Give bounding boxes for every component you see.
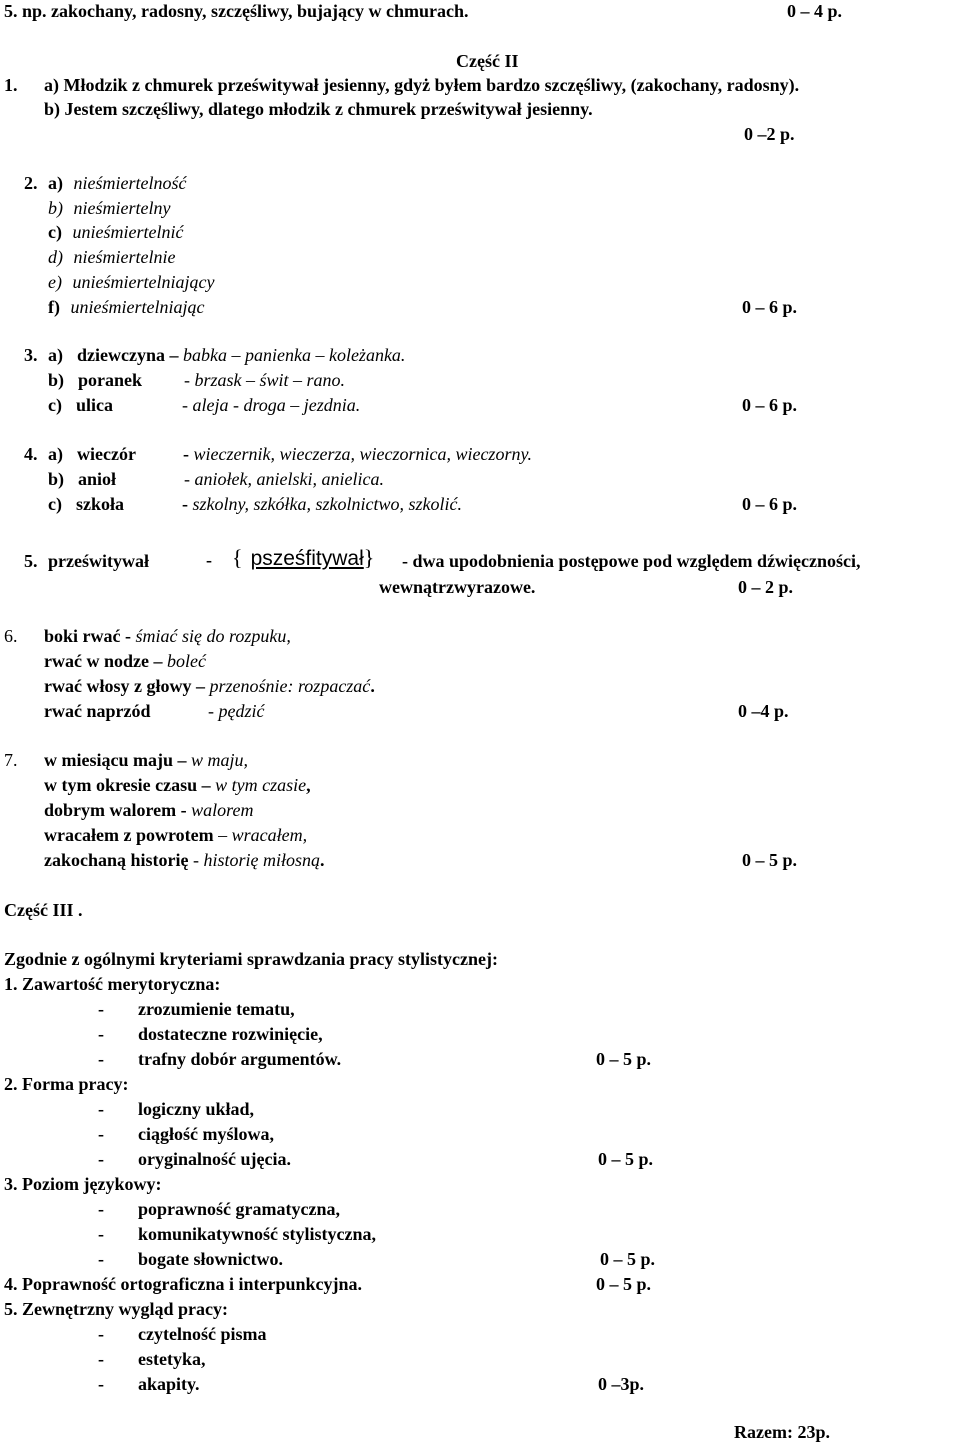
q2-item-label: f) [48,297,60,317]
criterion-item [98,998,295,1020]
q2-item-b [48,197,170,219]
q3-item-synonyms: aleja - droga – jezdnia. [192,395,361,415]
q4-item-sep: - [184,469,191,489]
bullet-dash: - [98,1249,104,1269]
bullet-dash: - [98,1024,104,1044]
q7-phrase: wracałem z powrotem [44,825,214,845]
criterion-3-title: 3. Poziom językowy: [4,1174,162,1194]
q2-item-label: b) [48,198,63,218]
q2-item-d [48,246,175,268]
criterion-item [98,1023,323,1045]
item-5-text: 5. np. zakochany, radosny, szczęśliwy, bujający w chmurach. [4,1,469,21]
q2-item-label: d) [48,247,63,267]
bullet-dash: - [98,1224,104,1244]
q3-item-label: a) [48,345,63,365]
criterion-5-points: 0 –3p. [598,1374,645,1394]
q3-item-c [48,394,360,416]
criterion-item [98,1248,283,1270]
q7-correction: walorem [191,800,254,820]
criterion-item [98,1323,266,1345]
q2-item-word: unieśmiertelniający [72,272,215,292]
q6-phrase: rwać w nodze – [44,651,163,671]
bullet-dash: - [98,999,104,1019]
q4-item-sep: - [181,494,188,514]
criterion-item [98,1223,376,1245]
q7-correction: - historię miłosną [193,850,321,870]
bullet-dash: - [98,1349,104,1369]
q3-item-word: dziewczyna [77,345,165,365]
q3-item-sep: - [184,370,191,390]
q4-item-derivatives: szkolny, szkółka, szkolnictwo, szkolić. [192,494,462,514]
bullet-dash: - [98,1099,104,1119]
q7-phrase: zakochaną historię [44,850,189,870]
criterion-item-text: logiczny układ, [138,1099,255,1119]
q6-line-4 [44,700,264,722]
q4-item-a [48,443,532,465]
q3-points: 0 – 6 p. [742,395,798,415]
bullet-dash: - [98,1124,104,1144]
q4-item-c [48,493,462,515]
q7-correction: w tym czasie [215,775,307,795]
q2-item-word: unieśmiertelnić [72,222,184,242]
q4-item-label: a) [48,444,63,464]
q6-points: 0 –4 p. [738,701,789,721]
q4-item-sep: - [183,444,189,464]
q3-item-sep: – [169,345,179,365]
q3-item-synonyms: brzask – świt – rano. [194,370,346,390]
bullet-dash: - [98,1374,104,1394]
q6-line-3 [44,675,375,697]
q6-phrase: rwać naprzód [44,701,151,721]
criterion-item-text: estetyka, [138,1349,206,1369]
criterion-item-text: komunikatywność stylistyczna, [138,1224,377,1244]
bullet-dash: - [98,1199,104,1219]
q4-item-word: wieczór [77,444,136,464]
criterion-5-title: 5. Zewnętrzny wygląd pracy: [4,1299,228,1319]
q2-item-c [48,221,183,243]
criterion-item [98,1098,254,1120]
q2-num: 2. [24,173,38,193]
q7-punct: , [306,775,311,795]
criterion-item [98,1348,205,1370]
q6-meaning: przenośnie: rozpaczać [209,676,371,696]
criterion-4-points: 0 – 5 p. [596,1274,652,1294]
criterion-item [98,1048,341,1070]
bullet-dash: - [98,1049,104,1069]
item-5-points: 0 – 4 p. [787,1,843,21]
criterion-item [98,1123,274,1145]
q6-line-2 [44,650,206,672]
q1-answer-b: b) Jestem szczęśliwy, dlatego młodzik z chmurek prześwitywał jesienny. [44,99,593,119]
q4-item-derivatives: wieczernik, wieczerza, wieczornica, wieczorny. [193,444,532,464]
q7-line-3 [44,799,254,821]
q4-item-word: szkoła [75,494,124,514]
q1-points: 0 –2 p. [744,124,795,144]
criterion-1-points: 0 – 5 p. [596,1049,652,1069]
q5-dash: - [206,550,212,570]
criterion-4-title: 4. Poprawność ortograficzna i interpunkcyjna. [4,1274,362,1294]
q4-num: 4. [24,444,38,464]
q3-item-synonyms: babka – panienka – koleżanka. [182,345,406,365]
criterion-item-text: akapity. [138,1374,200,1394]
q6-phrase: boki rwać - [44,626,131,646]
criterion-item [98,1148,291,1170]
q7-points: 0 – 5 p. [742,850,798,870]
bullet-dash: - [98,1324,104,1344]
q7-phrase: dobrym walorem - [44,800,187,820]
q3-item-word: poranek [78,370,143,390]
q2-item-word: nieśmiertelnie [73,247,176,267]
q4-points: 0 – 6 p. [742,494,798,514]
criterion-item-text: trafny dobór argumentów. [138,1049,342,1069]
q4-item-word: anioł [78,469,117,489]
q2-item-word: nieśmiertelność [73,173,187,193]
criterion-1-title: 1. Zawartość merytoryczna: [4,974,221,994]
q7-line-5 [44,849,325,871]
q4-item-label: c) [48,494,62,514]
q5-num: 5. [24,551,38,571]
q3-num: 3. [24,345,38,365]
q5-explanation-2: wewnątrzwyrazowe. [379,577,536,597]
q3-item-b [48,369,345,391]
q7-line-4 [44,824,307,846]
criterion-item-text: oryginalność ujęcia. [138,1149,291,1169]
criterion-item-text: zrozumienie tematu, [138,999,295,1019]
q3-item-a [48,344,405,366]
part3-heading: Część III . [4,900,83,920]
q3-item-label: b) [48,370,65,390]
q4-item-b [48,468,384,490]
q6-meaning: boleć [166,651,206,671]
q6-punct: . [370,676,375,696]
q6-phrase: rwać włosy z głowy – [44,676,205,696]
criterion-item-text: czytelność pisma [138,1324,267,1344]
q1-num: 1. [4,75,18,95]
q2-item-e [48,271,214,293]
q1-answer-a: a) Młodzik z chmurek prześwitywał jesienny, gdyż byłem bardzo szczęśliwy, (zakochany, radosny). [44,75,800,95]
criterion-item [98,1198,340,1220]
q2-item-word: nieśmiertelny [73,198,171,218]
q2-item-label: c) [48,222,62,242]
q7-punct: . [320,850,325,870]
brace-close: } [363,545,375,570]
q7-correction: – wracałem, [218,825,308,845]
brace-open: { [232,545,243,570]
q5-transcription [232,547,374,570]
criterion-item [98,1373,200,1395]
q7-phrase: w tym okresie czasu – [44,775,211,795]
q2-points: 0 – 6 p. [742,297,798,317]
q7-phrase: w miesiącu maju – [44,750,187,770]
q2-item-label: e) [48,272,62,292]
q7-num: 7. [4,750,18,770]
criterion-item-text: poprawność gramatyczna, [138,1199,340,1219]
q2-item-label: a) [48,173,63,193]
q5-word: prześwitywał [48,551,149,571]
criterion-item-text: dostateczne rozwinięcie, [138,1024,323,1044]
q2-item-f [48,296,204,318]
q4-item-label: b) [48,469,65,489]
criterion-2-points: 0 – 5 p. [598,1149,654,1169]
total-points: Razem: 23p. [734,1422,830,1442]
q5-points: 0 – 2 p. [738,577,794,597]
q3-item-word: ulica [75,395,113,415]
q4-item-derivatives: aniołek, anielski, anielica. [194,469,384,489]
criterion-item-text: ciągłość myślowa, [138,1124,274,1144]
q5-explanation: - dwa upodobnienia postępowe pod względem dźwięczności, [402,551,861,571]
q7-line-1 [44,749,248,771]
q2-item-word: unieśmiertelniając [70,297,205,317]
q2-item-a [48,172,186,194]
q6-meaning: śmiać się do rozpuku, [135,626,291,646]
part3-intro: Zgodnie z ogólnymi kryteriami sprawdzania pracy stylistycznej: [4,949,498,969]
q6-num: 6. [4,626,18,646]
q6-line-1 [44,625,291,647]
part2-heading: Część II [456,51,519,71]
criterion-item-text: bogate słownictwo. [138,1249,283,1269]
bullet-dash: - [98,1149,104,1169]
criterion-2-title: 2. Forma pracy: [4,1074,129,1094]
q7-correction: w maju, [191,750,249,770]
q7-line-2 [44,774,311,796]
phonetic-transcription: psześfitywał [250,547,364,570]
criterion-3-points: 0 – 5 p. [600,1249,656,1269]
q6-meaning: - pędzić [208,701,265,721]
q3-item-label: c) [48,395,62,415]
q3-item-sep: - [181,395,188,415]
